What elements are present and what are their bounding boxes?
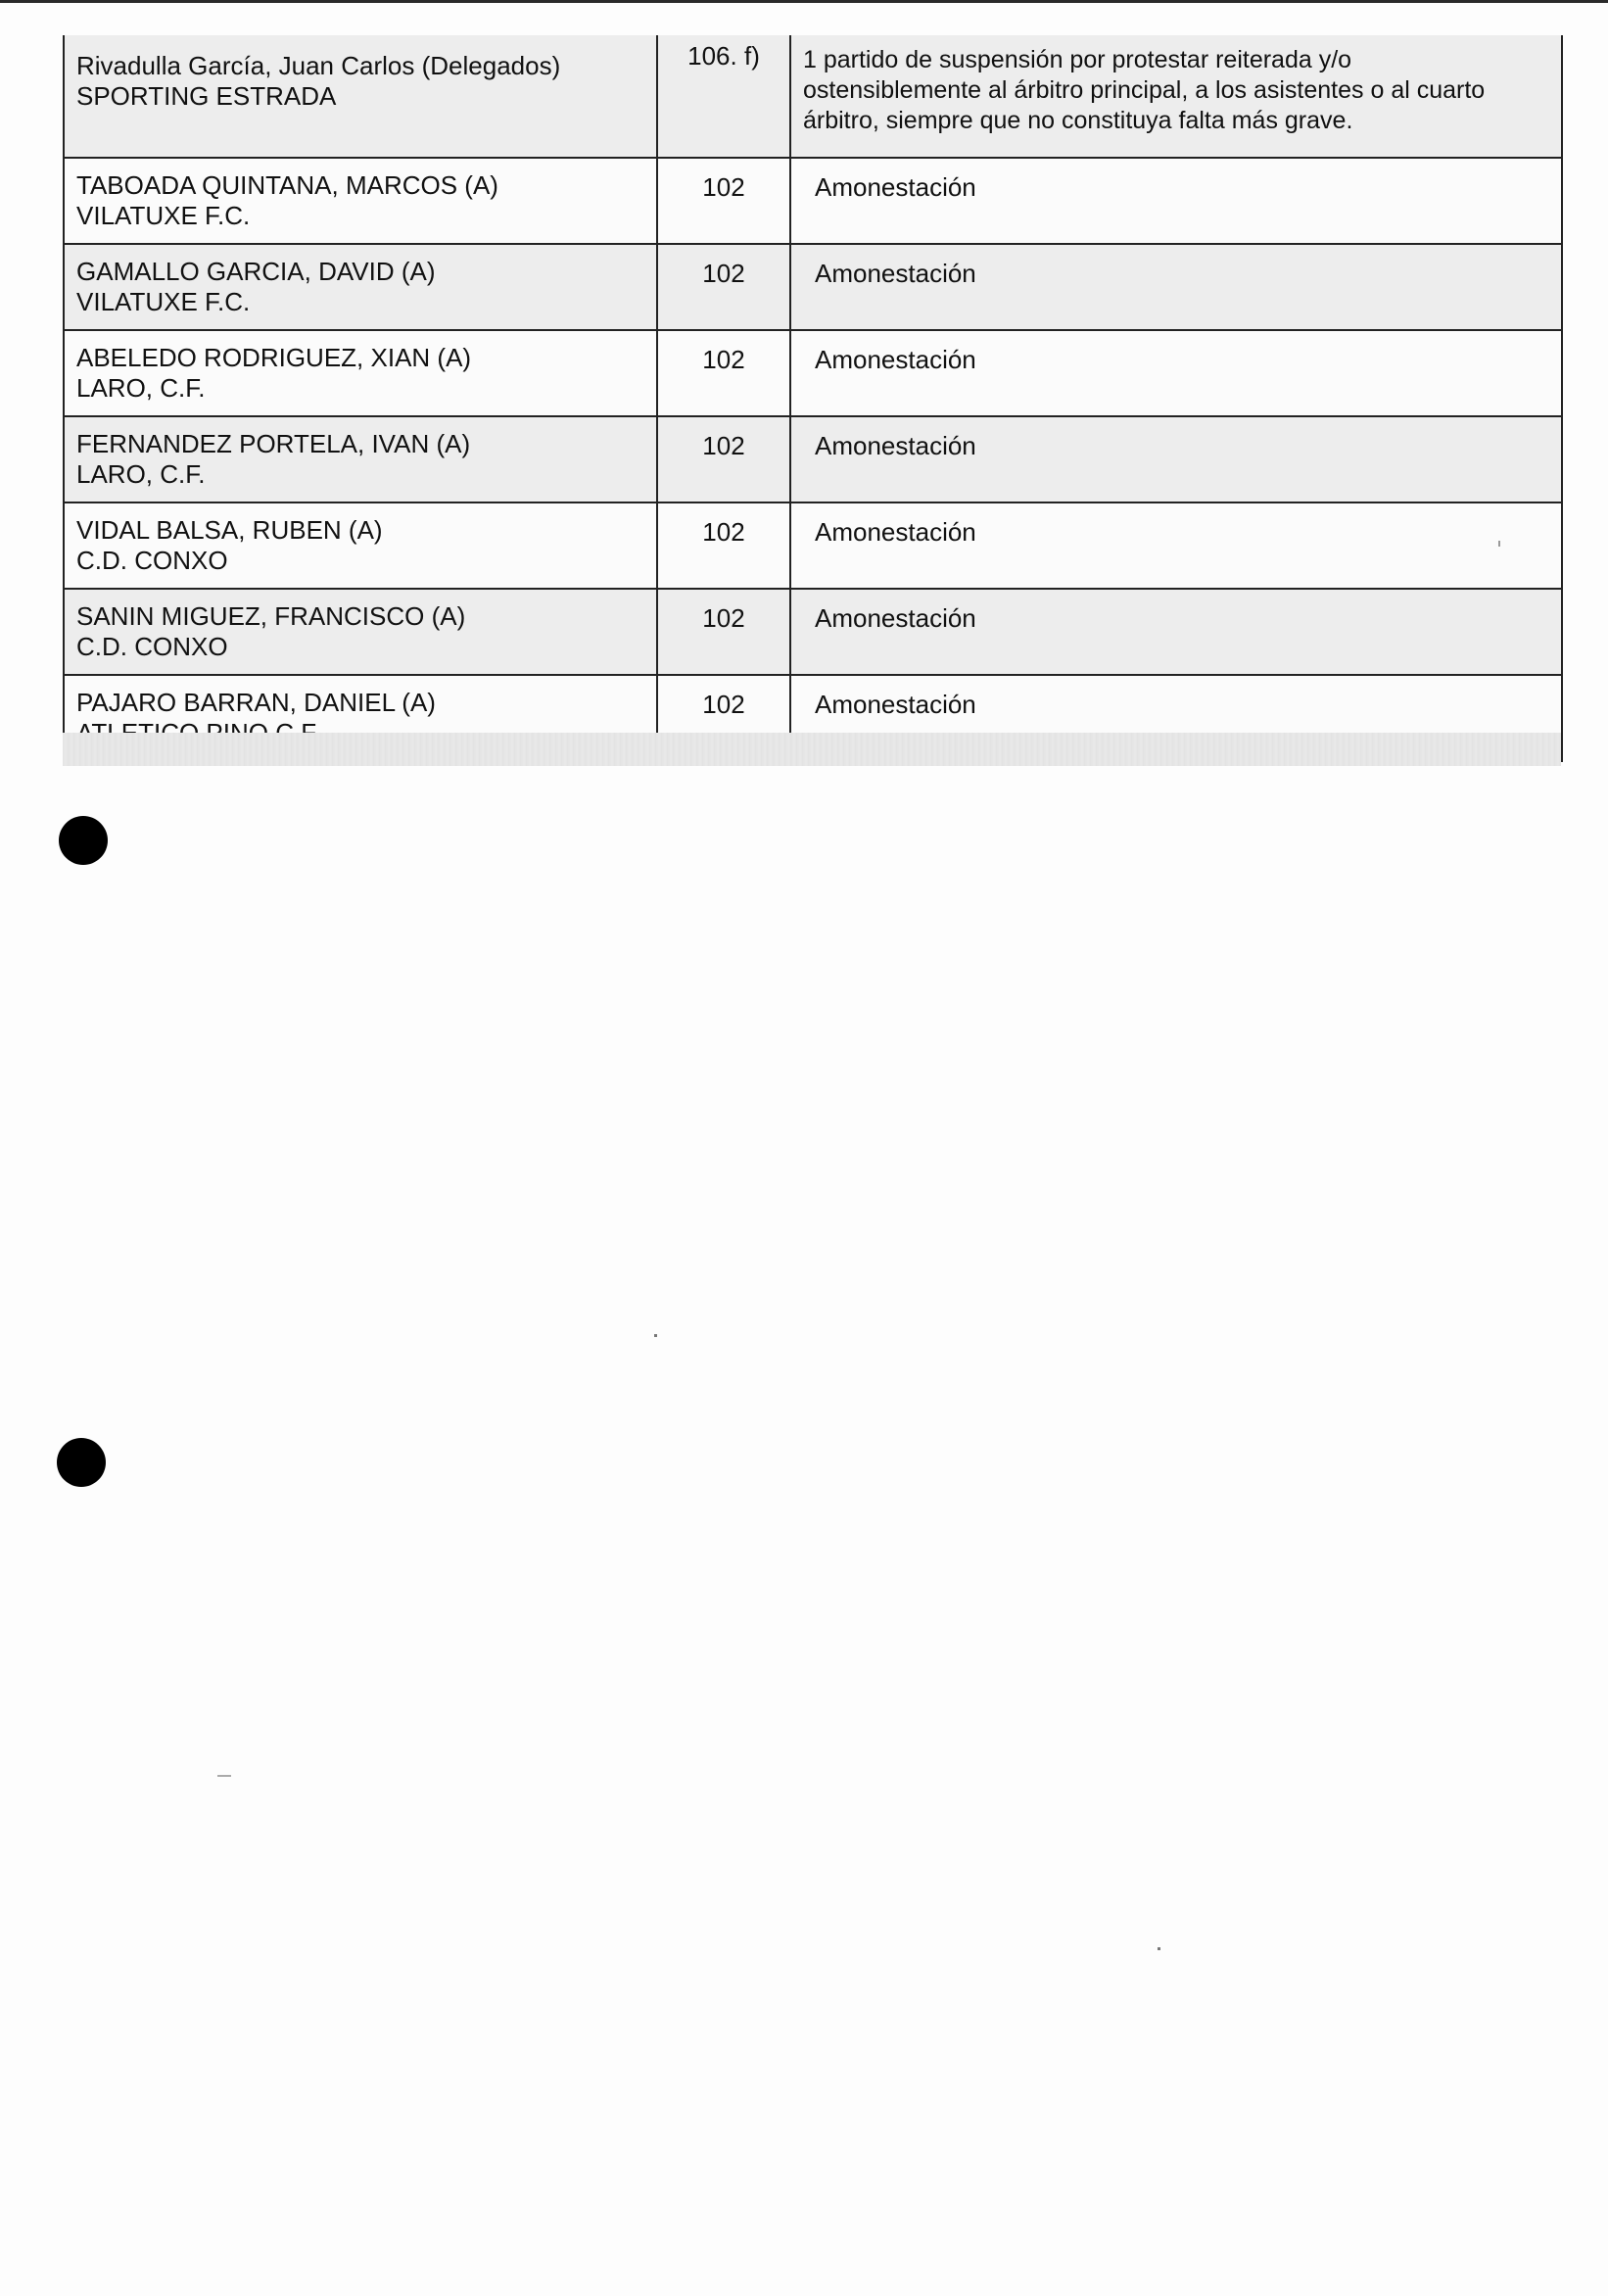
club-name: C.D. CONXO [76, 546, 228, 575]
table-row [64, 35, 1562, 158]
person-name: FERNANDEZ PORTELA, IVAN (A) [76, 429, 471, 458]
table-row [64, 158, 1562, 244]
person-name: VIDAL BALSA, RUBEN (A) [76, 515, 383, 545]
person-name: PAJARO BARRAN, DANIEL (A) [76, 688, 436, 717]
person-name: TABOADA QUINTANA, MARCOS (A) [76, 170, 498, 200]
sanction-line: árbitro, siempre que no constituya falta más grave. [803, 107, 1353, 134]
scan-speck [654, 1334, 657, 1337]
person-cell [64, 502, 657, 589]
scan-speck [1158, 1947, 1160, 1950]
sanction-cell: Amonestación [790, 589, 1562, 675]
person-name: ABELEDO RODRIGUEZ, XIAN (A) [76, 343, 472, 372]
scan-top-edge [0, 0, 1608, 3]
scan-speck [1498, 541, 1500, 547]
sanctions-table [63, 35, 1563, 762]
sanction-cell: Amonestación [790, 502, 1562, 589]
club-name: VILATUXE F.C. [76, 201, 251, 230]
person-cell [64, 244, 657, 330]
person-name: GAMALLO GARCIA, DAVID (A) [76, 257, 436, 286]
article-cell: 102 [657, 502, 790, 589]
scan-speck [217, 1775, 231, 1777]
club-name: SPORTING ESTRADA [76, 81, 337, 111]
sanction-cell: Amonestación [790, 330, 1562, 416]
person-name: Rivadulla García, Juan Carlos (Delegados) [76, 51, 561, 80]
punch-hole-icon [57, 1438, 106, 1487]
person-cell [64, 330, 657, 416]
table-row [64, 244, 1562, 330]
table-row [64, 589, 1562, 675]
article-cell: 102 [657, 244, 790, 330]
article-cell: 102 [657, 675, 790, 761]
person-name: SANIN MIGUEZ, FRANCISCO (A) [76, 601, 466, 631]
sanction-cell: Amonestación [790, 416, 1562, 502]
table-row [64, 330, 1562, 416]
article-cell: 102 [657, 158, 790, 244]
sanction-line: 1 partido de suspensión por protestar reiterada y/o [803, 46, 1352, 73]
sanction-cell: Amonestación [790, 158, 1562, 244]
club-name: C.D. CONXO [76, 632, 228, 661]
scan-shadow-band [63, 733, 1561, 766]
punch-hole-icon [59, 816, 108, 865]
article-cell: 106. f) [657, 35, 790, 158]
person-cell [64, 35, 657, 158]
club-name: LARO, C.F. [76, 373, 206, 403]
person-cell [64, 589, 657, 675]
club-name: LARO, C.F. [76, 459, 206, 489]
article-cell: 102 [657, 330, 790, 416]
club-name: VILATUXE F.C. [76, 287, 251, 316]
table-row [64, 502, 1562, 589]
sanction-cell [790, 35, 1562, 158]
person-cell [64, 158, 657, 244]
sanction-line: ostensiblemente al árbitro principal, a los asistentes o al cuarto [803, 76, 1486, 104]
article-cell: 102 [657, 416, 790, 502]
person-cell [64, 416, 657, 502]
sanction-cell: Amonestación [790, 244, 1562, 330]
sanction-cell: Amonestación [790, 675, 1562, 761]
table-row [64, 416, 1562, 502]
article-cell: 102 [657, 589, 790, 675]
